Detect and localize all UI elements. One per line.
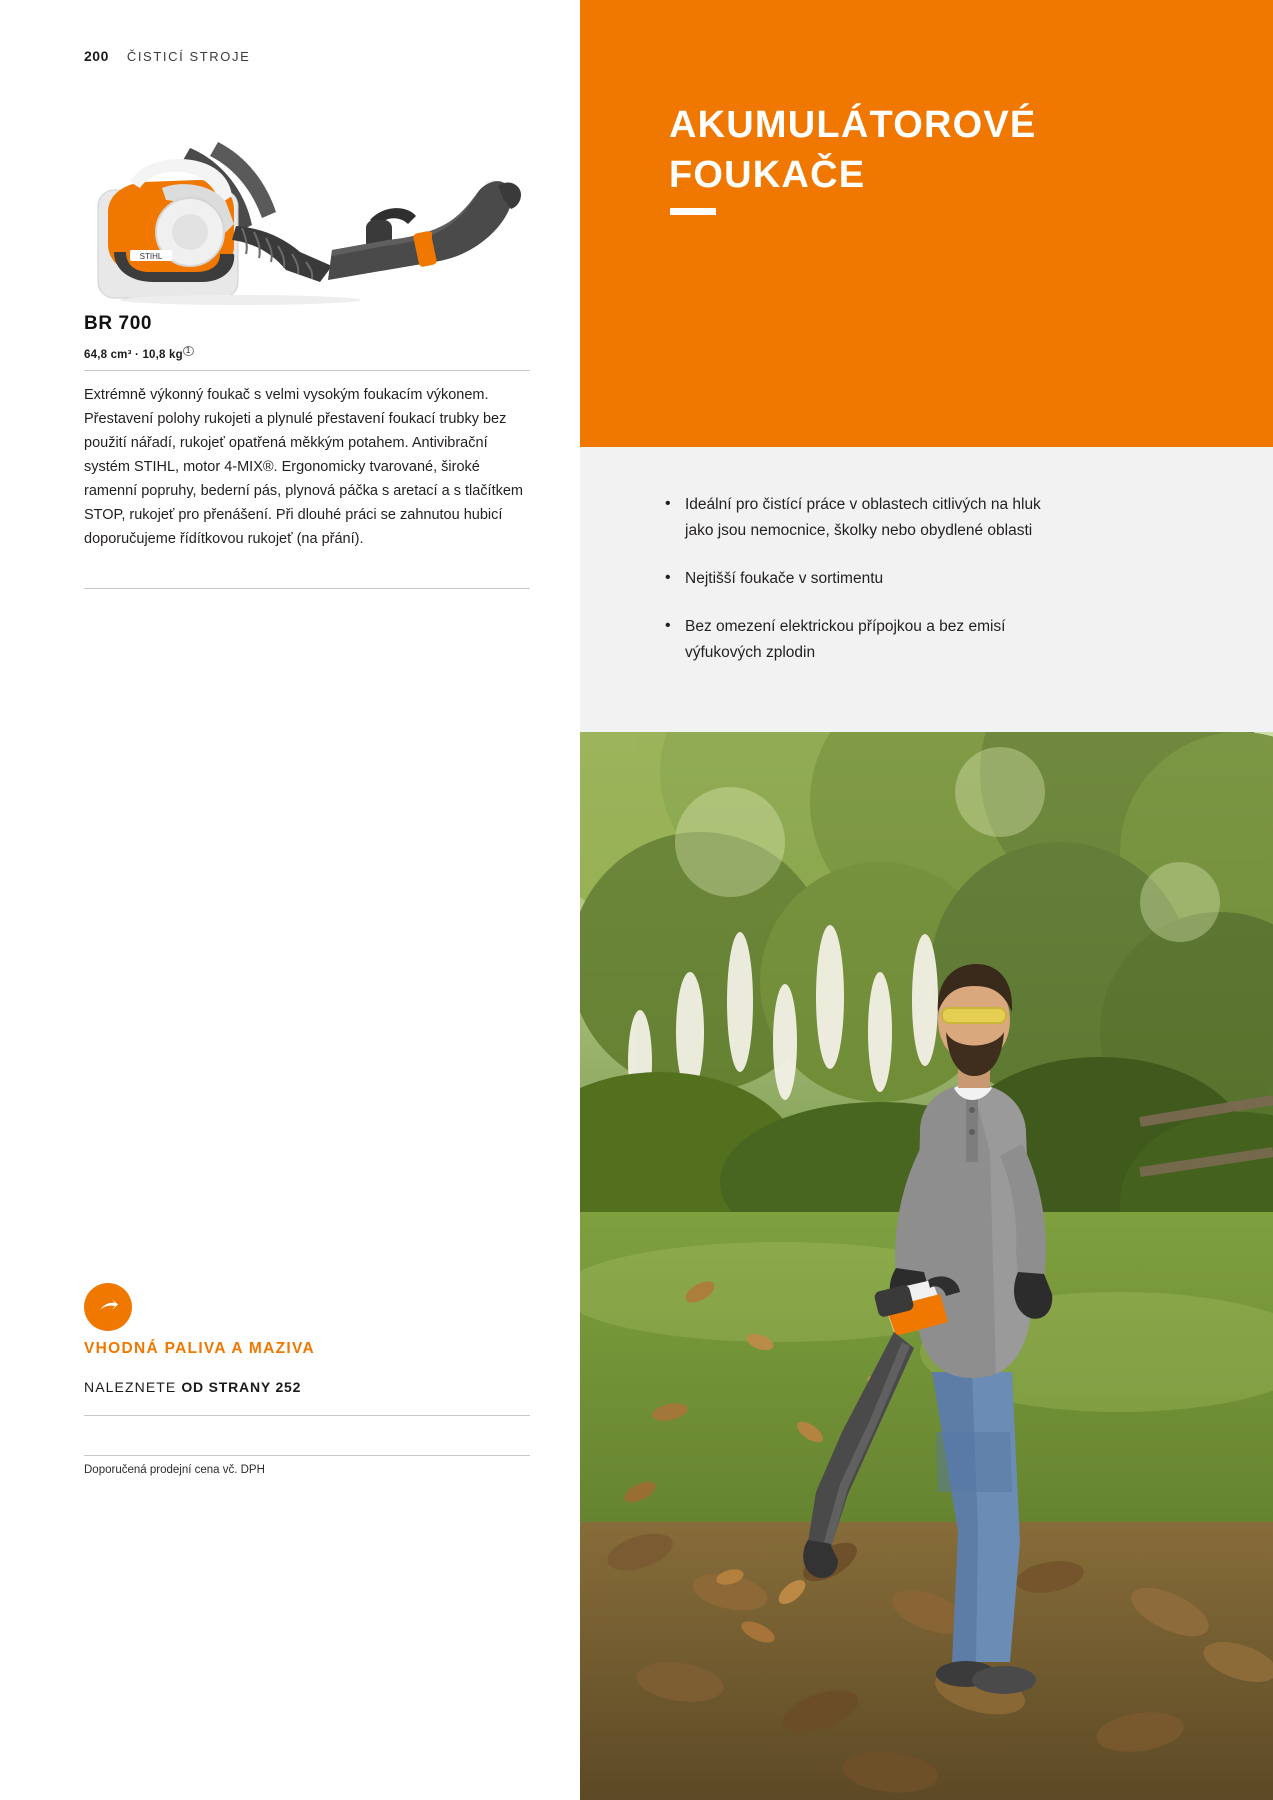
right-column [580, 0, 1273, 1800]
list-item: • Nejtišší foukače v sortimentu [665, 566, 1065, 592]
list-item: • Ideální pro čistící práce v oblastech citlivých na hluk jako jsou nemocnice, školky nebo obydlené oblasti [665, 492, 1065, 544]
svg-text:STIHL: STIHL [139, 252, 163, 261]
title-underline-dash [670, 208, 716, 215]
product-title: BR 700 [84, 313, 153, 334]
page-header [84, 48, 250, 64]
left-column [0, 0, 580, 1800]
arrow-right-circle-icon[interactable] [84, 1283, 132, 1331]
list-item: • Bez omezení elektrickou přípojkou a bez emisí výfukových zplodin [665, 614, 1065, 666]
feature-list [665, 492, 1065, 688]
price-footnote: Doporučená prodejní cena vč. DPH [84, 1464, 265, 1476]
product-description: Extrémně výkonný foukač s velmi vysokým foukacím výkonem. Přestavení polohy rukojeti a plynulé přestavení foukací trubky bez použití nářadí, rukojeť opatřená měkkým potahem. Antivibrační systém STIHL, motor 4-MIX®. Ergonomicky tvarované, široké ramenní popruhy, bederní pás, plynová páčka s aretací a s tlačítkem STOP, rukojeť pro přenášení. Při dlouhé práci se zahnutou hubicí doporučujeme řídítkovou rukojeť (na přání). [84, 387, 523, 547]
product-image-br700 [70, 120, 530, 305]
divider-above-footnote [84, 1415, 530, 1416]
fuels-title: VHODNÁ PALIVA A MAZIVA [84, 1340, 315, 1357]
fuels-reference-page: OD STRANY 252 [181, 1379, 302, 1395]
footnote-marker: 1 [183, 346, 194, 356]
divider-footnote [84, 1455, 530, 1456]
section-banner [580, 0, 1273, 447]
fuels-reference-prefix: NALEZNETE [84, 1379, 182, 1395]
page-number: 200 [84, 48, 109, 64]
product-specs [84, 346, 194, 361]
section-title: AKUMULÁTOROVÉ FOUKAČE [669, 104, 1037, 196]
fuels-reference [84, 1379, 301, 1395]
page-section-label: ČISTICÍ STROJE [126, 49, 251, 64]
lifestyle-photo [580, 732, 1273, 1800]
product-specs-text: 64,8 cm³ · 10,8 kg [84, 348, 183, 361]
divider-below-price [84, 588, 530, 589]
divider-top [84, 370, 530, 371]
